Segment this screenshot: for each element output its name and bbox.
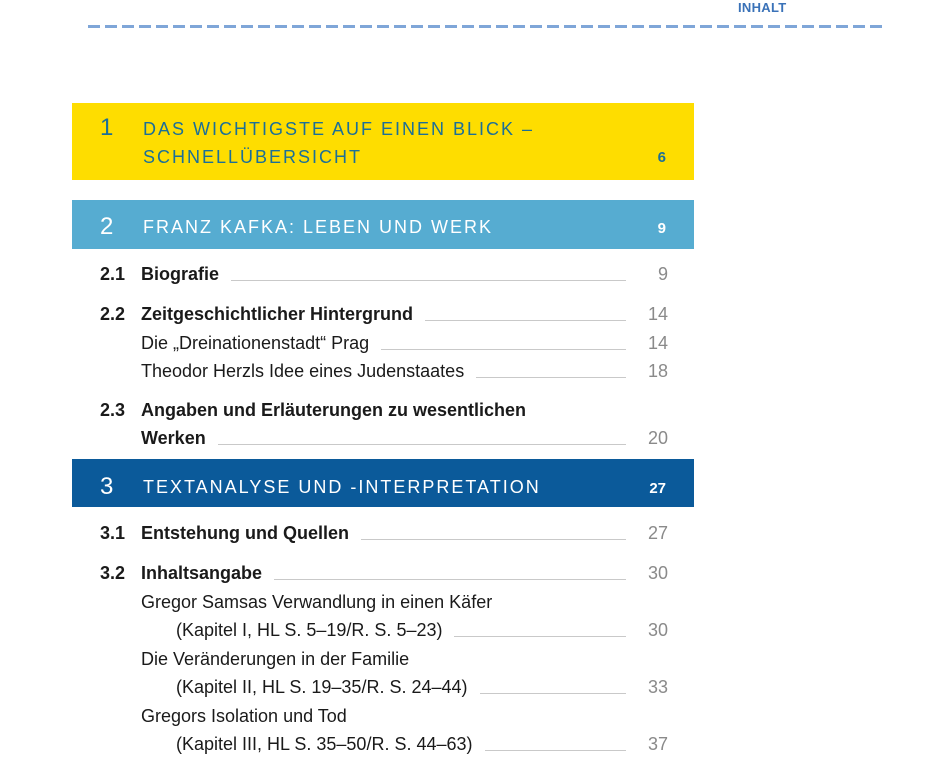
toc-entry-2-1	[100, 261, 668, 287]
section-page-number: 27	[649, 480, 666, 497]
entry-title: (Kapitel III, HL S. 35–50/R. S. 44–63)	[176, 734, 473, 754]
toc-section-2	[72, 200, 694, 249]
entry-page-number: 27	[647, 523, 668, 543]
section-title: FRANZ KAFKA: LEBEN UND WERK	[143, 217, 494, 237]
toc-entry-2-3	[100, 397, 668, 423]
dotted-leader	[361, 539, 626, 540]
entry-number: 2.2	[100, 304, 126, 324]
toc-section-3	[72, 459, 694, 507]
entry-title: Inhaltsangabe	[141, 563, 263, 583]
dotted-leader	[274, 579, 626, 580]
section-title-line-2: SCHNELLÜBERSICHT	[143, 147, 363, 167]
section-page-number: 9	[657, 220, 666, 237]
entry-number: 3.1	[100, 523, 126, 543]
dotted-leader	[381, 349, 626, 350]
entry-title: Die „Dreinationenstadt“ Prag	[141, 333, 370, 353]
toc-subentry	[100, 646, 668, 672]
toc-entry-3-1	[100, 520, 668, 546]
entry-page-number: 14	[647, 333, 668, 353]
entry-title: Zeitgeschichtlicher Hintergrund	[141, 304, 414, 324]
toc-entry-3-2	[100, 560, 668, 586]
header-dashed-rule	[88, 25, 882, 28]
entry-number: 2.1	[100, 264, 126, 284]
entry-page-number: 37	[647, 734, 668, 754]
entry-page-number: 14	[647, 304, 668, 324]
entry-page-number: 20	[647, 428, 668, 448]
toc-entry-2-3-continued	[100, 425, 668, 451]
dotted-leader	[485, 750, 627, 751]
entry-page-number: 18	[647, 361, 668, 381]
entry-title: Gregors Isolation und Tod	[141, 706, 347, 726]
dotted-leader	[218, 444, 626, 445]
dotted-leader	[476, 377, 626, 378]
section-title-line-1: DAS WICHTIGSTE AUF EINEN BLICK –	[143, 119, 535, 139]
section-number: 1	[100, 114, 114, 141]
entry-title: (Kapitel I, HL S. 5–19/R. S. 5–23)	[176, 620, 443, 640]
running-header: INHALT	[738, 0, 787, 15]
toc-section-1	[72, 103, 694, 180]
entry-title: (Kapitel II, HL S. 19–35/R. S. 24–44)	[176, 677, 468, 697]
entry-page-number: 30	[647, 563, 668, 583]
entry-page-number: 33	[647, 677, 668, 697]
entry-title: Angaben und Erläuterungen zu wesentlichen	[141, 400, 527, 420]
dotted-leader	[480, 693, 627, 694]
toc-entry-2-2	[100, 301, 668, 327]
toc-subentry-detail	[100, 617, 668, 643]
dotted-leader	[454, 636, 626, 637]
section-title: TEXTANALYSE UND -INTERPRETATION	[143, 477, 541, 497]
section-number: 2	[100, 213, 114, 240]
section-number: 3	[100, 473, 114, 500]
entry-title: Entstehung und Quellen	[141, 523, 349, 543]
dotted-leader	[425, 320, 626, 321]
entry-title: Die Veränderungen in der Familie	[141, 649, 410, 669]
entry-page-number: 9	[657, 264, 668, 284]
toc-subentry	[100, 703, 668, 729]
toc-subentry	[100, 330, 668, 356]
entry-title: Werken	[141, 428, 206, 448]
toc-subentry	[100, 358, 668, 384]
entry-number: 3.2	[100, 563, 126, 583]
toc-subentry	[100, 589, 668, 615]
entry-title: Gregor Samsas Verwandlung in einen Käfer	[141, 592, 493, 612]
entry-title: Theodor Herzls Idee eines Judenstaates	[141, 361, 465, 381]
toc-subentry-detail	[100, 674, 668, 700]
section-page-number: 6	[657, 149, 666, 166]
dotted-leader	[231, 280, 626, 281]
toc-subentry-detail	[100, 731, 668, 757]
entry-title: Biografie	[141, 264, 220, 284]
entry-number: 2.3	[100, 400, 126, 420]
entry-page-number: 30	[647, 620, 668, 640]
